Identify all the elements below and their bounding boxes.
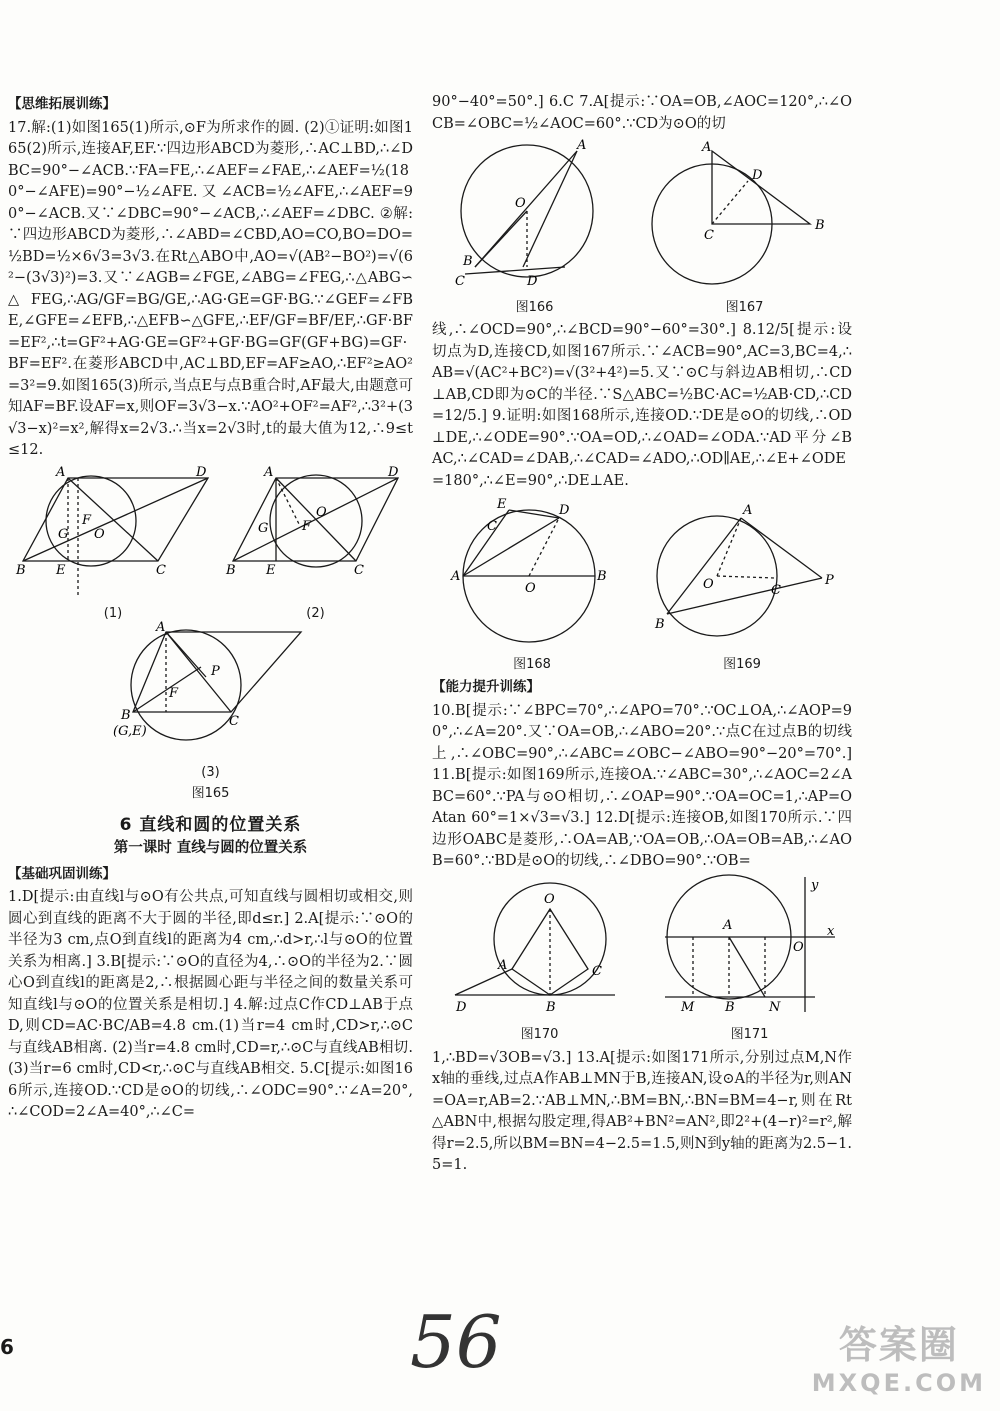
section-tag-advanced: 【能力提升训练】 (432, 679, 540, 695)
svg-text:y: y (810, 877, 818, 893)
answers-8-9: 线,∴∠OCD=90°,∴∠BCD=90°−60°=30°.] 8.12/5[提示:设切点为D,连接CD,如图167所示.∵∠ACB=90°,AC=3,BC=4,∴AB=√(AC²+BC²)=√(3²+4²)=5.又∵⊙C与斜边AB相切,∴CD⊥AB,CD即为⊙C的半径.∵S△ABC=½BC·AC=½AB·CD,∴CD=12/5.] 9.证明:如图168所示,连接OD.∵DE是⊙O的切线,∴OD⊥DE,∴∠ODE=90°.∵OA=OD,∴∠OAD=∠ODA.∵AD平分∠BAC,∴∠CAD=∠DAB,∴∠CAD=∠ADO,∴OD∥AE,∴∠E+∠ODE=180°,∴∠E=90°,∴DE⊥AE. (432, 322, 852, 489)
svg-text:P: P (825, 573, 834, 588)
answers-13: 1,∴BD=√3OB=√3.] 13.A[提示:如图171所示,分别过点M,N作x轴的垂线,过点A作AB⊥MN于B,连接AN,设⊙A的半径为r,则AN=OA=r,AB=2.∵AB⊥MN,∴BM=BN,∴BN=BM=4−r,则在Rt△ABN中,根据勾股定理,得AB²+BN²=AN²,即2²+(4−r)²=r²,解得r=2.5,所以BM=BN=4−2.5=1.5,则N到y轴的距离为2.5−1.5=1. (432, 1049, 852, 1173)
handwritten-number: 56 (410, 1300, 502, 1384)
svg-text:F: F (168, 685, 178, 701)
svg-text:A: A (451, 569, 461, 584)
svg-text:A: A (743, 503, 753, 518)
figure-169-caption: 图169 (723, 656, 761, 672)
svg-text:A: A (497, 957, 507, 973)
svg-text:D: D (526, 274, 537, 289)
figure-165-1-label: (1) (103, 606, 123, 621)
section-title: 6 直线和圆的位置关系 (119, 814, 302, 835)
lesson-title: 第一课时 直线与圆的位置关系 (113, 840, 308, 856)
figure-165-2-label: (2) (306, 606, 325, 621)
svg-text:E: E (56, 562, 66, 578)
svg-text:B: B (226, 562, 236, 578)
figure-167 (660, 139, 830, 289)
svg-text:C: C (354, 562, 364, 578)
svg-text:N: N (768, 999, 780, 1015)
figure-171-caption: 图171 (730, 1027, 769, 1042)
figure-168-caption: 图168 (513, 656, 551, 672)
figure-169 (647, 496, 837, 646)
figure-165-3-label: (3) (201, 764, 220, 780)
svg-text:O: O (525, 581, 536, 596)
svg-text:D: D (751, 168, 762, 183)
svg-text:A: A (264, 464, 274, 480)
figure-170-caption: 图170 (520, 1027, 559, 1042)
figure-165-top (8, 466, 413, 625)
right-column (432, 92, 857, 1177)
svg-text:B: B (16, 562, 26, 578)
svg-text:O: O (514, 196, 526, 211)
figure-row-170-171 (432, 877, 852, 1046)
svg-text:C: C (228, 713, 239, 729)
svg-text:C: C (591, 963, 602, 979)
svg-text:E: E (266, 562, 276, 578)
figure-165-2 (228, 466, 403, 596)
figure-165-3 (111, 619, 311, 762)
figure-row-168-169 (432, 496, 852, 675)
svg-text:B: B (120, 707, 131, 723)
svg-text:D: D (559, 503, 570, 518)
svg-text:C: C (771, 583, 781, 598)
figure-165-caption: 图165 (191, 786, 230, 801)
svg-text:C: C (487, 519, 497, 534)
section-tag-basic: 【基础巩固训练】 (8, 865, 116, 882)
answers-advanced: 10.B[提示:∵∠BPC=70°,∴∠APO=70°.∵OC⊥OA,∴∠AOP=90°,∴∠A=20°.又∵OA=OB,∴∠ABO=20°.∵点C在过点B的切线上,∴∠OBC=90°,∴∠ABC=∠OBC−∠ABO=90°−20°=70°.] 11.B[提示:如图169所示,连接OA.∵∠ABC=30°,∴∠AOC=2∠ABC=60°.∵PA与⊙O相切,∴∠OAP=90°.∵OA=OC=1,∴AP=OAtan 60°=1×√3=√3.] 12.D[提示:连接OB,如图170所示.∵四边形OABC是菱形,∴OA=AB,∵OA=OB,∴OA=OB=AB,∴∠AOB=60°.∵BD是⊙O的切线,∴∠DBO=90°.∵OB= (432, 702, 857, 869)
figure-168 (447, 496, 617, 646)
svg-text:F: F (82, 512, 92, 528)
svg-text:O: O (792, 939, 804, 955)
svg-text:O: O (703, 577, 714, 592)
answer-17: 17.解:(1)如图165(1)所示,⊙F为所求作的圆. (2)①证明:如图165(2)所示,连接AF,EF.∵四边形ABCD为菱形,∴AC⊥BD,∴∠DBC=90°−∠ACB.∵FA=FE,∴∠AEF=∠FAE,∴∠AEF=½(180°−∠AFE)=90°−½∠AFE.又∠ACB=½∠AFE,∴∠AEF=90°−∠ACB.又∵∠DBC=90°−∠ACB,∴∠AEF=∠DBC. ②解:∵四边形ABCD为菱形,∴∠ABD=∠CBD,AO=CO,BO=DO=½BD=½×6√3=3√3.在Rt△ABO中,AO=√(AB²−BO²)=√(6²−(3√3)²)=3.又∵∠AGB=∠FGE,∠ABG=∠FEG,∴△ABG∽△FEG,∴AG/GF=BG/GE,∴AG·GE=GF·BG.∵∠GEF=∠FBE,∠GFE=∠EFB,∴△EFB∽△GFE,∴EF/GF=BF/EF,∴GF·BF=EF²,∴t=GF²+AG·GE=GF²+GF·BG=GF(GF+BG)=GF·BF=EF².在菱形ABCD中,AC⊥BD,EF=AF≥AO,∴EF²≥AO²=3²=9.如图165(3)所示,当点E与点B重合时,AF最大,由题意可知AF=BF.设AF=x,则OF=3√3−x.∵AO²+OF²=AF²,∴3²+(3√3−x)²=x²,解得x=2√3.∴当x=2√3时,t的最大值为12,∴9≤t≤12. (8, 119, 413, 458)
page-number: 6 (0, 1335, 14, 1359)
svg-text:P: P (210, 663, 220, 679)
figure-171 (665, 877, 835, 1017)
figure-167-caption: 图167 (725, 299, 764, 315)
svg-text:A: A (56, 464, 66, 480)
svg-text:O: O (94, 526, 105, 542)
svg-text:B: B (462, 254, 473, 269)
svg-text:M: M (680, 999, 694, 1015)
figure-166 (455, 139, 615, 289)
svg-text:C: C (156, 562, 166, 578)
figure-165-1 (18, 466, 208, 596)
svg-text:B: B (814, 218, 825, 233)
watermark-title: 答案圈 (838, 1323, 959, 1367)
figure-170 (450, 877, 630, 1017)
svg-text:A: A (701, 140, 711, 155)
figure-row-166-167 (432, 139, 852, 318)
watermark-url: MXQE.COM (811, 1369, 986, 1397)
svg-text:B: B (655, 617, 665, 632)
svg-text:F: F (302, 518, 312, 534)
svg-text:D: D (388, 464, 399, 480)
svg-text:x: x (826, 923, 834, 939)
svg-text:B: B (545, 999, 556, 1015)
svg-text:O: O (543, 891, 555, 907)
svg-text:A: A (576, 138, 586, 153)
svg-text:(G,E): (G,E) (112, 723, 147, 739)
section-tag-thinking: 【思维拓展训练】 (8, 96, 116, 112)
svg-text:A: A (722, 917, 732, 933)
answers-cont: 90°−40°=50°.] 6.C 7.A[提示:∵OA=OB,∠AOC=120°,∴∠OCB=∠OBC=½∠AOC=60°.∵CD为⊙O的切 (432, 94, 852, 132)
svg-text:C: C (703, 228, 714, 243)
svg-text:O: O (316, 504, 327, 520)
svg-text:C: C (454, 274, 465, 289)
svg-text:D: D (455, 999, 466, 1015)
svg-text:B: B (597, 569, 607, 584)
watermark (812, 1314, 986, 1397)
left-column (8, 92, 418, 1124)
svg-text:B: B (724, 999, 735, 1015)
svg-text:G: G (58, 526, 69, 542)
svg-text:A: A (155, 619, 165, 635)
svg-text:E: E (497, 497, 507, 512)
figure-166-caption: 图166 (515, 299, 554, 315)
answers-basic: 1.D[提示:由直线l与⊙O有公共点,可知直线与圆相切或相交,则圆心到直线的距离不大于圆的半径,即d≤r.] 2.A[提示:∵⊙O的半径为3 cm,点O到直线l的距离为4 cm,∴d>r,∴l与⊙O的位置关系为相离.] 3.B[提示:∵⊙O的直径为4,∴⊙O的半径为2.∵圆心O到直线l的距离是2,∴根据圆心距与半径之间的数量关系可知直线l与⊙O的位置关系是相切.] 4.解:过点C作CD⊥AB于点D,则CD=AC·BC/AB=4.8 cm.(1)当r=4 cm时,CD>r,∴⊙C与直线AB相离. (2)当r=4.8 cm时,CD=r,∴⊙C与直线AB相切. (3)当r=6 cm时,CD<r,∴⊙C与直线AB相交. 5.C[提示:如图166所示,连接OD.∵CD是⊙O的切线,∴∠ODC=90°.∵∠A=20°,∴∠COD=2∠A=40°,∴∠C= (8, 889, 418, 1120)
svg-text:G: G (258, 520, 269, 536)
svg-text:D: D (196, 464, 207, 480)
